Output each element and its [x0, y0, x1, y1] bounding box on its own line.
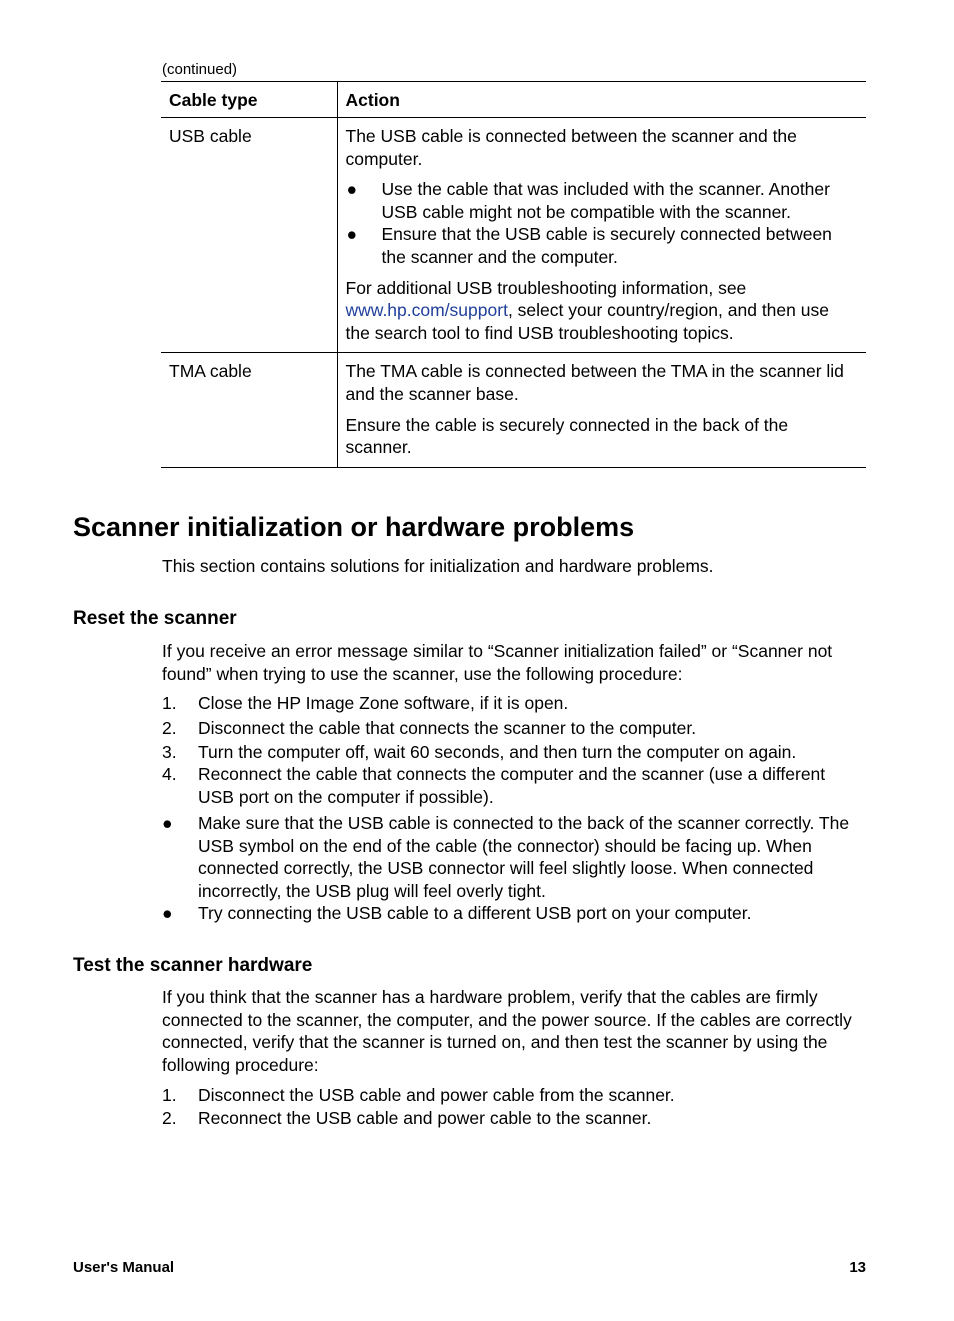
list-item [346, 178, 857, 223]
hp-support-link[interactable]: www.hp.com/support [345, 300, 508, 321]
test-title: Test the scanner hardware [73, 955, 313, 976]
step-number: 1. [162, 693, 177, 713]
bullet-icon: ● [162, 813, 173, 833]
continued-label: (continued) [162, 61, 238, 78]
usb-more-info [346, 277, 857, 345]
usb-intro: The USB cable is connected between the scanner and the computer. [345, 126, 797, 169]
list-item [162, 902, 862, 925]
step-text: Reconnect the cable that connects the computer and the scanner (use a different USB port on the computer if possible). [198, 764, 826, 807]
table-header-row [161, 82, 866, 118]
step-text: Reconnect the USB cable and power cable to the scanner. [198, 1107, 652, 1128]
tma-p2: Ensure the cable is securely connected in the back of the scanner. [345, 414, 789, 458]
reset-title: Reset the scanner [73, 608, 237, 629]
list-item [162, 1084, 862, 1107]
table-row [161, 353, 866, 467]
reset-bullets [162, 812, 862, 925]
usb-bullet-text: Ensure that the USB cable is securely connected between the scanner and the computer. [381, 224, 832, 267]
step-number: 2. [162, 1107, 177, 1128]
test-intro: If you think that the scanner has a hardware problem, verify that the cables are firmly connected to the scanner, the computer, and the power source. If the cables are correctly connected, verify that the scanner is turned on, and then test the scanner by using the following procedure: [162, 987, 852, 1075]
reset-steps [162, 692, 862, 808]
header-action: Action [337, 82, 866, 118]
step-text: Turn the computer off, wait 60 seconds, and then turn the computer on again. [198, 742, 797, 762]
bullet-icon: ● [346, 224, 358, 245]
usb-more-pre: For additional USB troubleshooting information, see [345, 277, 747, 298]
step-number: 1. [162, 1085, 177, 1105]
bullet-icon: ● [162, 903, 173, 924]
list-item [162, 741, 862, 763]
list-item [162, 763, 862, 808]
list-item [162, 717, 862, 741]
section-title: Scanner initialization or hardware problems [73, 512, 635, 542]
bullet-icon: ● [346, 179, 358, 200]
step-number: 3. [162, 742, 177, 762]
usb-more-post: , select your country/region, and then use the search tool to find USB troubleshooting topics. [345, 300, 829, 343]
usb-bullet-text: Use the cable that was included with the scanner. Another USB cable might not be compatible with the scanner. [381, 179, 830, 222]
step-text: Disconnect the USB cable and power cable from the scanner. [198, 1085, 675, 1105]
step-number: 2. [162, 718, 177, 738]
list-item [162, 692, 862, 717]
footer-manual-title: User's Manual [73, 1259, 175, 1276]
section-intro: This section contains solutions for initialization and hardware problems. [162, 556, 714, 576]
cable-table [161, 81, 866, 468]
list-item [346, 223, 857, 268]
test-steps [162, 1084, 862, 1129]
cell-usb-action [337, 118, 866, 353]
footer-page-number: 13 [849, 1259, 866, 1276]
step-text: Close the HP Image Zone software, if it is open. [198, 693, 569, 713]
usb-bullet-list [346, 178, 857, 268]
step-number: 4. [162, 764, 177, 784]
list-item [162, 812, 862, 902]
bullet-text: Make sure that the USB cable is connected to the back of the scanner correctly. The USB symbol on the end of the cable (the connector) should be facing up. When connected correctly, the USB connector will feel slightly loose. When connected incorrectly, the USB plug will feel overly tight. [198, 813, 850, 901]
header-cable-type: Cable type [161, 82, 337, 118]
table-row [161, 118, 866, 353]
step-text: Disconnect the cable that connects the scanner to the computer. [198, 718, 697, 738]
tma-p1: The TMA cable is connected between the TMA in the scanner lid and the scanner base. [345, 361, 844, 404]
bullet-text: Try connecting the USB cable to a different USB port on your computer. [198, 903, 752, 924]
reset-intro: If you receive an error message similar to “Scanner initialization failed” or “Scanner not found” when trying to use the scanner, use the following procedure: [162, 641, 833, 684]
cell-tma-action [337, 353, 866, 467]
cell-tma-cable: TMA cable [161, 353, 337, 467]
cell-usb-cable: USB cable [161, 118, 337, 353]
list-item [162, 1107, 862, 1130]
